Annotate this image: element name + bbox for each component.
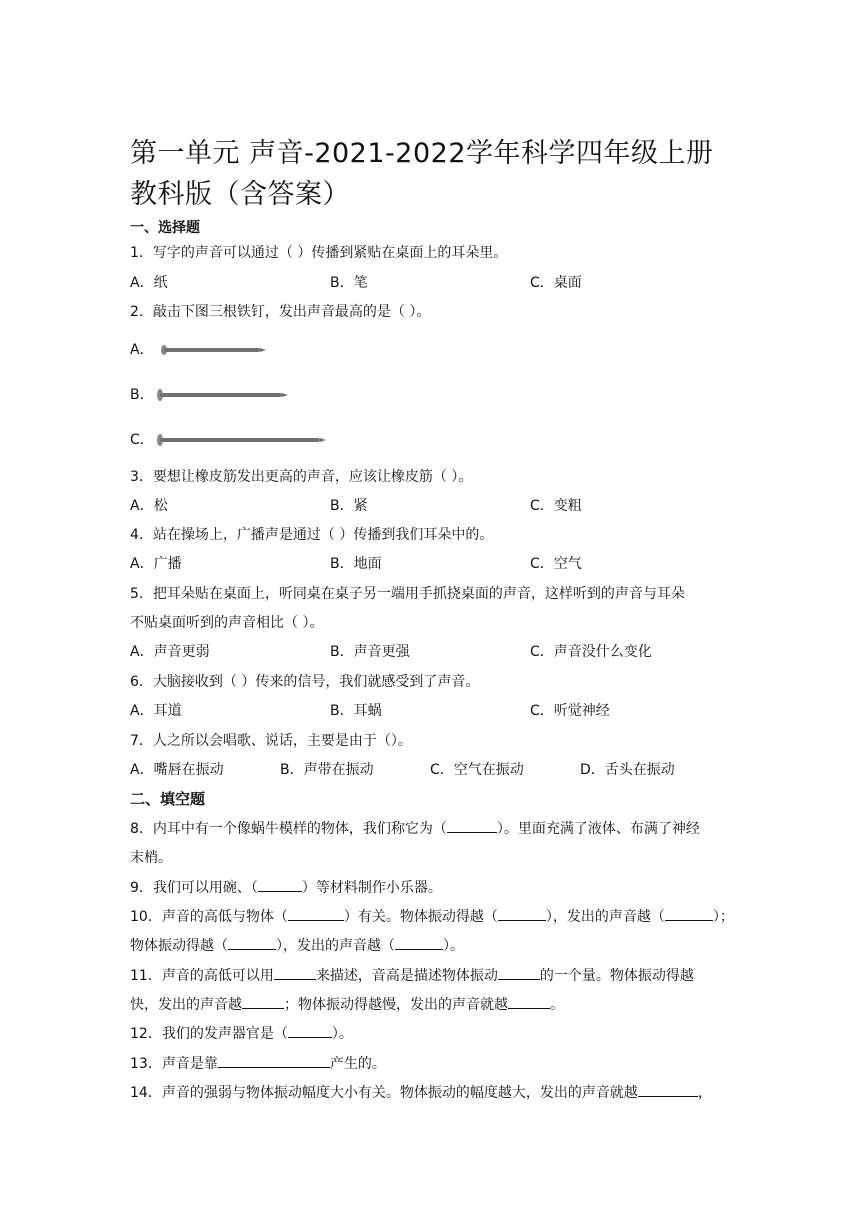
- option-c: C．: [130, 432, 154, 448]
- option-b: B．: [130, 387, 154, 403]
- answer-blank[interactable]: [288, 906, 344, 921]
- question-10-line-2: 物体振动得越（ ），发出的声音越（ ）。: [130, 935, 740, 956]
- question-7: 7．人之所以会唱歌、说话，主要是由于（）。: [130, 733, 412, 749]
- option-c: C．声音没什么变化: [530, 644, 652, 660]
- option-b: B．地面: [330, 556, 382, 572]
- option-b: B．笔: [330, 275, 368, 291]
- answer-blank[interactable]: [258, 877, 302, 892]
- answer-blank[interactable]: [228, 935, 276, 950]
- answer-blank[interactable]: [447, 818, 497, 833]
- option-a: A．纸: [130, 275, 168, 291]
- answer-blank[interactable]: [395, 935, 443, 950]
- option-a: A．耳道: [130, 703, 182, 719]
- option-a: A．广播: [130, 556, 182, 572]
- question-6: 6．大脑接收到（ ）传来的信号，我们就感受到了声音。: [130, 674, 480, 690]
- question-11-line-2: 快，发出的声音越 ；物体振动得越慢，发出的声音就越 。: [130, 994, 740, 1015]
- question-3: 3．要想让橡皮筋发出更高的声音，应该让橡皮筋（ ）。: [130, 469, 473, 485]
- question-4: 4．站在操场上，广播声是通过（ ）传播到我们耳朵中的。: [130, 527, 494, 543]
- answer-blank[interactable]: [274, 965, 316, 980]
- question-2-option-b: [130, 385, 430, 405]
- answer-blank[interactable]: [508, 994, 550, 1009]
- option-b: B．声音更强: [330, 644, 410, 660]
- option-b: B．紧: [330, 498, 368, 514]
- answer-blank[interactable]: [665, 906, 713, 921]
- question-8-line-2: 末梢。: [130, 850, 172, 866]
- medium-nail-image: [155, 387, 295, 403]
- question-1: 1．写字的声音可以通过（ ）传播到紧贴在桌面上的耳朵里。: [130, 245, 508, 261]
- option-c: C．桌面: [530, 275, 582, 291]
- option-a: A．松: [130, 498, 168, 514]
- long-nail-image: [155, 432, 335, 448]
- short-nail-image: [160, 342, 270, 358]
- question-11-line-1: 11．声音的高低可以用 来描述，音高是描述物体振动 的一个量。物体振动得越: [130, 965, 740, 986]
- option-b: B．耳蜗: [330, 703, 382, 719]
- question-14: 14．声音的强弱与物体振动幅度大小有关。物体振动的幅度越大，发出的声音就越 ，: [130, 1082, 740, 1103]
- section-heading-fill: 二、填空题: [130, 790, 206, 808]
- answer-blank[interactable]: [638, 1082, 698, 1097]
- question-9: 9．我们可以用碗、（ ）等材料制作小乐器。: [130, 877, 740, 898]
- question-12: 12．我们的发声器官是（ ）。: [130, 1023, 740, 1044]
- answer-blank[interactable]: [242, 994, 284, 1009]
- option-a: A．声音更弱: [130, 644, 210, 660]
- answer-blank[interactable]: [498, 906, 546, 921]
- question-10-line-1: 10．声音的高低与物体（ ）有关。物体振动得越（ ），发出的声音越（ ）；: [130, 906, 740, 927]
- option-a: A．: [130, 342, 154, 358]
- question-2-option-c: [130, 430, 430, 450]
- answer-blank[interactable]: [288, 1023, 332, 1038]
- option-c: C．空气: [530, 556, 582, 572]
- page-title: 第一单元 声音-2021-2022学年科学四年级上册 教科版（含答案）: [130, 138, 714, 210]
- question-5-line-2: 不贴桌面听到的声音相比（ ）。: [130, 615, 324, 631]
- option-c: C．空气在振动: [430, 762, 524, 778]
- option-b: B．声带在振动: [280, 762, 374, 778]
- option-a: A．嘴唇在振动: [130, 762, 224, 778]
- question-13: 13．声音是靠 产生的。: [130, 1053, 740, 1074]
- option-c: C．听觉神经: [530, 703, 610, 719]
- question-2-option-a: [130, 340, 430, 360]
- answer-blank[interactable]: [218, 1053, 330, 1068]
- option-d: D．舌头在振动: [580, 762, 675, 778]
- answer-blank[interactable]: [498, 965, 540, 980]
- option-c: C．变粗: [530, 498, 582, 514]
- section-heading-choice: 一、选择题: [130, 220, 200, 236]
- question-2: 2．敲击下图三根铁钉，发出声音最高的是（ ）。: [130, 304, 431, 320]
- question-5-line-1: 5．把耳朵贴在桌面上，听同桌在桌子另一端用手抓挠桌面的声音，这样听到的声音与耳朵: [130, 586, 685, 602]
- question-8-line-1: 8．内耳中有一个像蜗牛模样的物体，我们称它为（ ）。里面充满了液体、布满了神经: [130, 818, 740, 839]
